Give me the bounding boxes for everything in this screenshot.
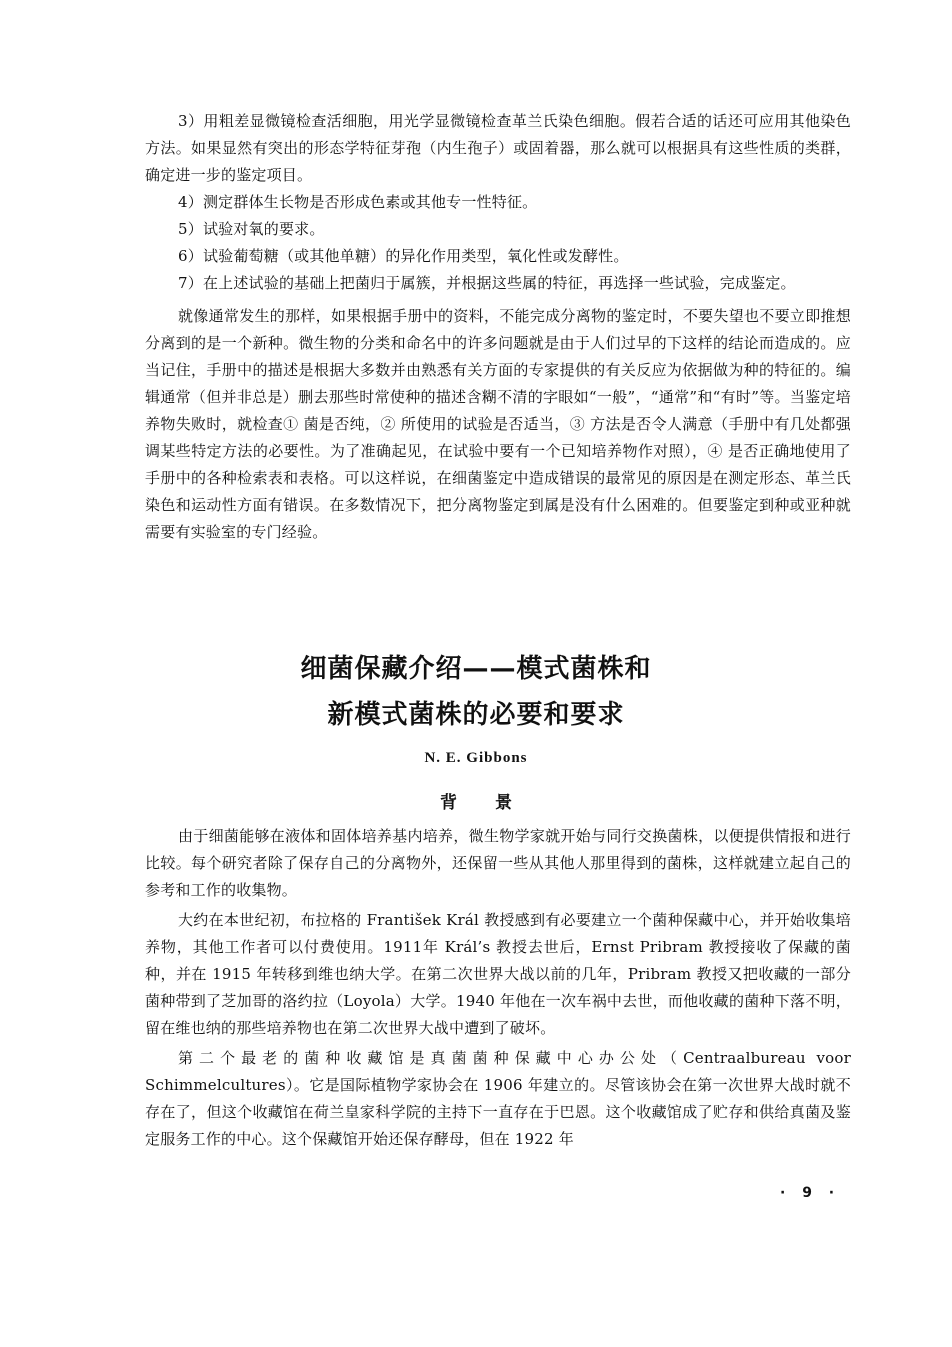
list-item-6: 6）试验葡萄糖（或其他单糖）的异化作用类型，氧化性或发酵性。 — [178, 247, 629, 265]
page-number: · 9 · — [780, 1185, 841, 1201]
article-title-line-2: 新模式菌株的必要和要求 — [327, 700, 625, 730]
section-heading: 背景 — [440, 793, 550, 813]
article-body — [145, 823, 851, 1156]
list-item-7: 7）在上述试验的基础上把菌归于属簇，并根据这些属的特征，再选择一些试验，完成鉴定。 — [178, 274, 796, 292]
article-author: N. E. Gibbons — [424, 750, 528, 766]
body-paragraph-2: 大约在本世纪初，布拉格的 František Král 教授感到有必要建立一个菌种保藏中心，并开始收集培养物，其他工作者可以付费使用。1911年 Král’s 教授去世后，Ernst Pribram 教授接收了保藏的菌种，并在 1915 年转移到维也纳大学。在第二次世界大战以前的几年，Pribram 教授又把收藏的一部分菌种带到了芝加哥的洛约拉（Loyola）大学。1940 年他在一次车祸中去世，而他收藏的菌种下落不明，留在维也纳的那些培养物也在第二次世界大战中遭到了破坏。 — [145, 911, 851, 1037]
body-paragraph-1: 由于细菌能够在液体和固体培养基内培养，微生物学家就开始与同行交换菌株，以便提供情报和进行比较。每个研究者除了保存自己的分离物外，还保留一些从其他人那里得到的菌株，这样就建立起自己的参考和工作的收集物。 — [145, 827, 851, 899]
procedure-list — [145, 108, 851, 549]
intro-paragraph: 就像通常发生的那样，如果根据手册中的资料，不能完成分离物的鉴定时，不要失望也不要立即推想分离到的是一个新种。微生物的分类和命名中的许多问题就是由于人们过早的下这样的结论而造成的。应当记住，手册中的描述是根据大多数并由熟悉有关方面的专家提供的有关反应为依据做为种的特征的。编辑通常（但并非总是）删去那些时常使种的描述含糊不清的字眼如“一般”，“通常”和“有时”等。当鉴定培养物失败时，就检查① 菌是否纯，② 所使用的试验是否适当，③ 方法是否令人满意（手册中有几处都强调某些特定方法的必要性。为了准确起见，在试验中要有一个已知培养物作对照），④ 是否正确地使用了手册中的各种检索表和表格。可以这样说，在细菌鉴定中造成错误的最常见的原因是在测定形态、革兰氏染色和运动性方面有错误。在多数情况下，把分离物鉴定到属是没有什么困难的。但要鉴定到种或亚种就需要有实验室的专门经验。 — [145, 307, 851, 541]
list-item-5: 5）试验对氧的要求。 — [178, 220, 325, 238]
body-paragraph-3: 第二个最老的菌种收藏馆是真菌菌种保藏中心办公处（Centraalbureau voor Schimmelcultures）。它是国际植物学家协会在 1906 年建立的。尽管该协会在第一次世界大战时就不存在了，但这个收藏馆在荷兰皇家科学院的主持下一直存在于巴恩。这个收藏馆成了贮存和供给真菌及鉴定服务工作的中心。这个保藏馆开始还保存酵母，但在 1922 年 — [145, 1049, 851, 1148]
list-item-4: 4）测定群体生长物是否形成色素或其他专一性特征。 — [178, 193, 538, 211]
list-item-3: 3）用粗差显微镜检查活细胞，用光学显微镜检查革兰氏染色细胞。假若合适的话还可应用其他染色方法。如果显然有突出的形态学特征芽孢（内生孢子）或固着器，那么就可以根据具有这些性质的类群，确定进一步的鉴定项目。 — [145, 112, 851, 184]
article-title-line-1: 细菌保藏介绍——模式菌株和 — [300, 654, 652, 684]
